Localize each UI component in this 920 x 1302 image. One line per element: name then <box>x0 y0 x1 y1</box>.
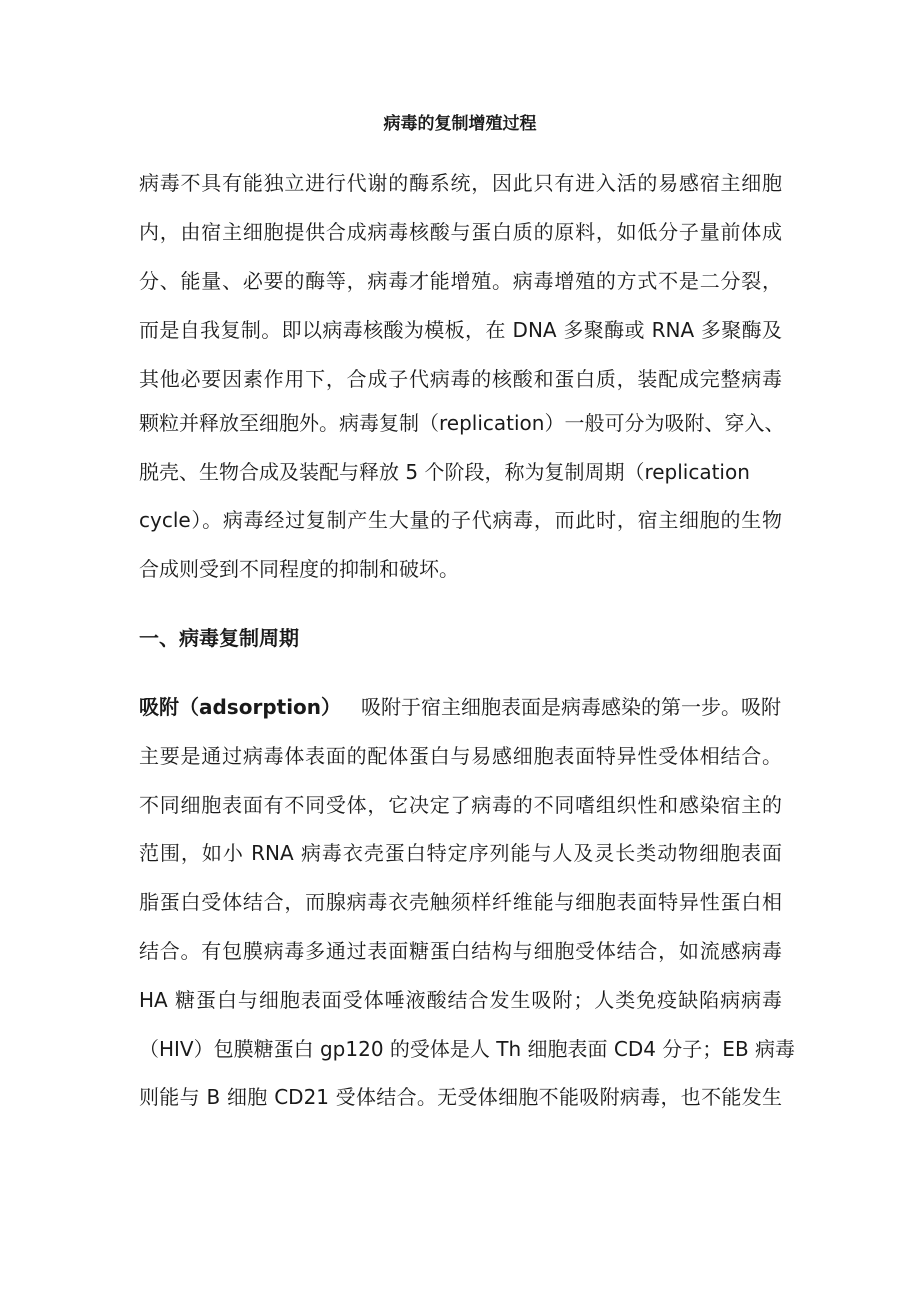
adsorption-term: 吸附（adsorption） <box>139 695 342 719</box>
adsorption-line: 不同细胞表面有不同受体，它决定了病毒的不同嗜组织性和感染宿主的 <box>139 793 782 817</box>
intro-line: 脱壳、生物合成及装配与释放 5 个阶段，称为复制周期（replication <box>139 460 750 484</box>
adsorption-first-line-text: 吸附于宿主细胞表面是病毒感染的第一步。吸附 <box>361 695 782 719</box>
section-heading: 一、病毒复制周期 <box>139 626 299 650</box>
intro-line: 颗粒并释放至细胞外。病毒复制（replication）一般可分为吸附、穿入、 <box>139 411 785 435</box>
adsorption-line: 则能与 B 细胞 CD21 受体结合。无受体细胞不能吸附病毒，也不能发生 <box>139 1085 782 1109</box>
adsorption-line: 主要是通过病毒体表面的配体蛋白与易感细胞表面特异性受体相结合。 <box>139 744 782 768</box>
document-title: 病毒的复制增殖过程 <box>383 114 537 134</box>
intro-line: 合成则受到不同程度的抑制和破坏。 <box>139 557 459 581</box>
adsorption-line: 结合。有包膜病毒多通过表面糖蛋白结构与细胞受体结合，如流感病毒 <box>139 939 782 963</box>
adsorption-line: 范围，如小 RNA 病毒衣壳蛋白特定序列能与人及灵长类动物细胞表面 <box>139 841 782 865</box>
adsorption-line: HA 糖蛋白与细胞表面受体唾液酸结合发生吸附；人类免疫缺陷病病毒 <box>139 988 782 1012</box>
intro-line: cycle）。病毒经过复制产生大量的子代病毒，而此时，宿主细胞的生物 <box>139 508 782 532</box>
adsorption-first-line <box>139 693 782 721</box>
adsorption-line: 脂蛋白受体结合，而腺病毒衣壳触须样纤维能与细胞表面特异性蛋白相 <box>139 890 782 914</box>
intro-line: 其他必要因素作用下，合成子代病毒的核酸和蛋白质，装配成完整病毒 <box>139 367 782 391</box>
adsorption-line: （HIV）包膜糖蛋白 gp120 的受体是人 Th 细胞表面 CD4 分子；EB 病毒 <box>139 1037 796 1061</box>
intro-line: 而是自我复制。即以病毒核酸为模板，在 DNA 多聚酶或 RNA 多聚酶及 <box>139 318 782 342</box>
intro-line: 病毒不具有能独立进行代谢的酶系统，因此只有进入活的易感宿主细胞 <box>139 171 782 195</box>
intro-line: 内，由宿主细胞提供合成病毒核酸与蛋白质的原料，如低分子量前体成 <box>139 220 782 244</box>
intro-line: 分、能量、必要的酶等，病毒才能增殖。病毒增殖的方式不是二分裂， <box>139 269 782 293</box>
